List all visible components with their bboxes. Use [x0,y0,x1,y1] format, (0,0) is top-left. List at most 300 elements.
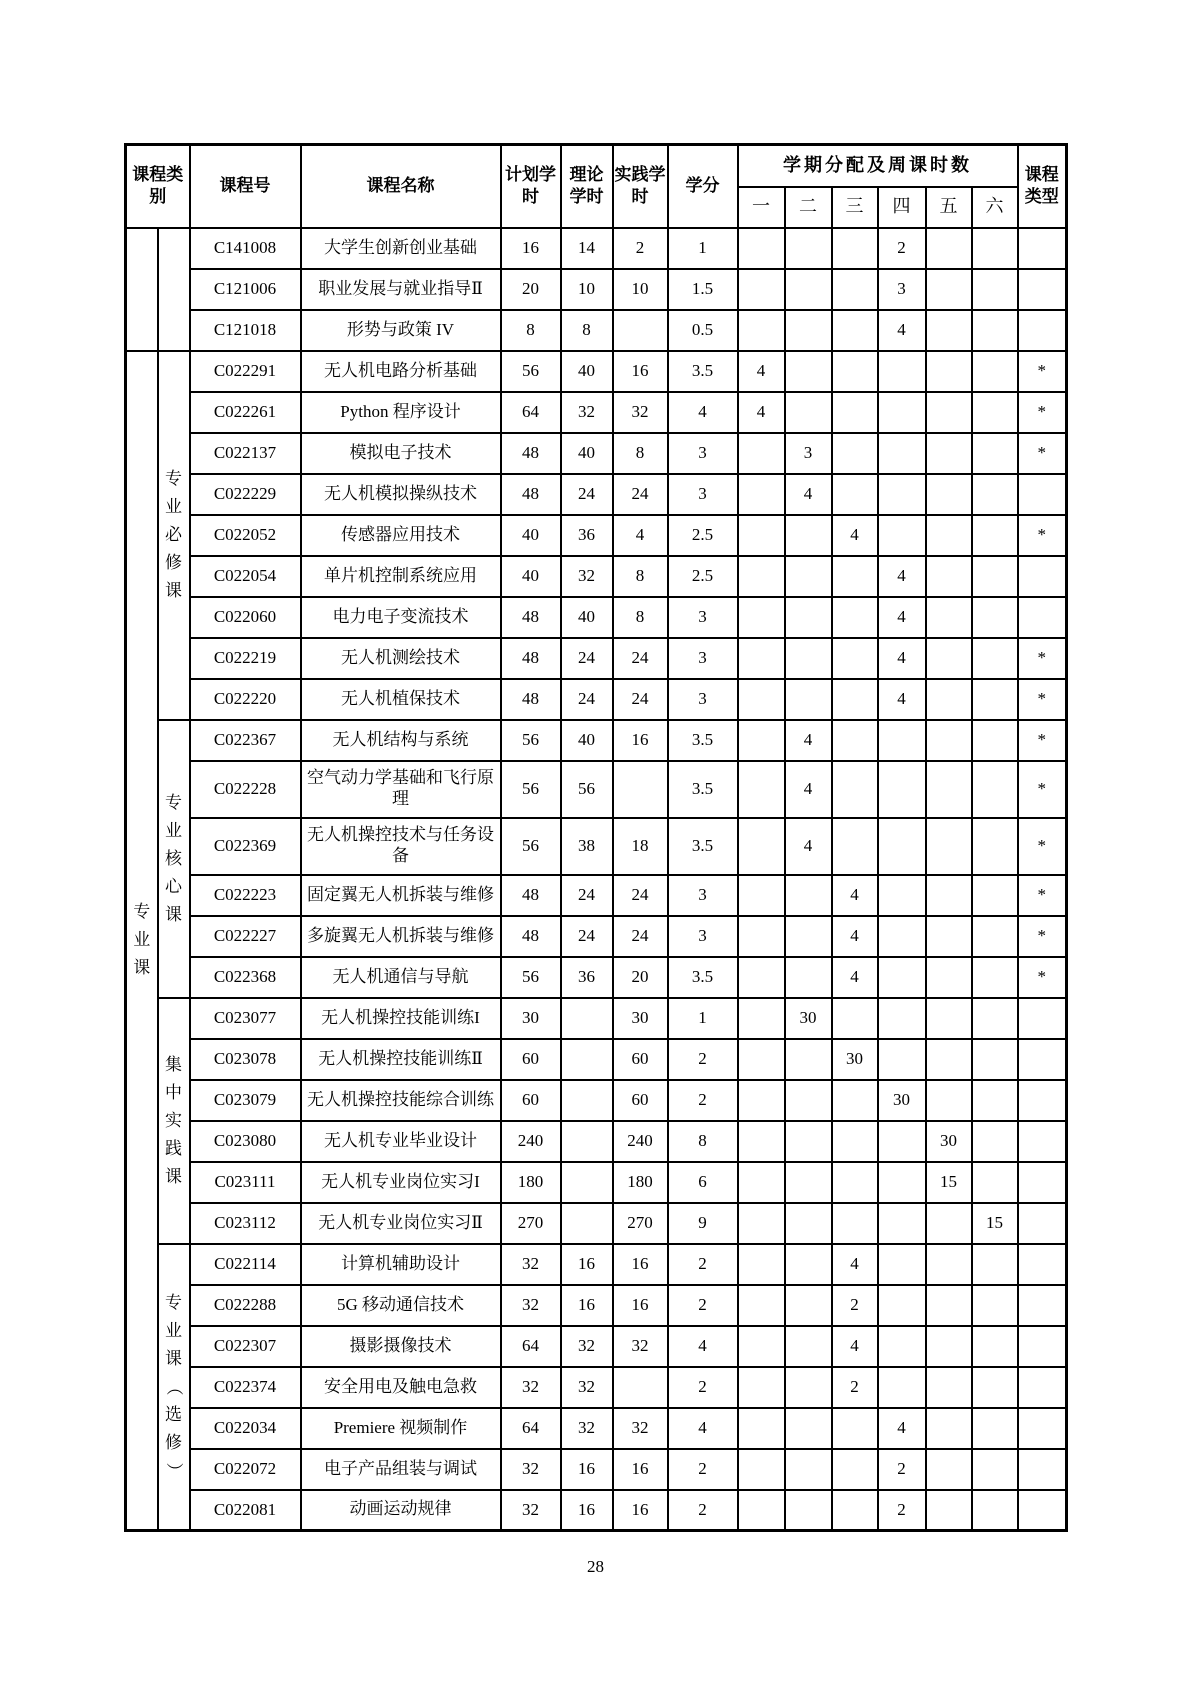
category-label: 集 中 实 践 课 [165,1054,182,1186]
cell-semester-3 [832,1121,878,1162]
cell-practice-hours: 16 [613,351,668,392]
table-row [126,1285,1067,1326]
cell-theory-hours: 16 [561,1490,613,1531]
table-row [126,761,1067,818]
cell-semester-2: 4 [785,761,832,818]
cell-semester-3 [832,818,878,875]
cell-practice-hours: 32 [613,1326,668,1367]
course-table [124,143,1068,1532]
table-body [126,228,1067,1531]
cell-theory-hours: 40 [561,351,613,392]
cell-plan-hours: 48 [501,679,561,720]
cell-semester-1 [738,1367,785,1408]
header-semester-group: 学期分配及周课时数 [738,145,1018,187]
cell-course-name: 固定翼无人机拆装与维修 [301,875,501,916]
table-row [126,1449,1067,1490]
cell-semester-1 [738,818,785,875]
cell-course-name: 5G 移动通信技术 [301,1285,501,1326]
cell-course-type [1018,1449,1067,1490]
cell-semester-3 [832,228,878,269]
cell-semester-6 [972,957,1018,998]
cell-plan-hours: 56 [501,818,561,875]
cell-semester-4: 2 [878,1449,926,1490]
cell-course-code: C022367 [190,720,301,761]
cell-course-type [1018,1080,1067,1121]
cell-semester-1 [738,556,785,597]
cell-course-name: 无人机操控技能训练Ⅱ [301,1039,501,1080]
cell-course-type: * [1018,916,1067,957]
cell-plan-hours: 56 [501,957,561,998]
cell-practice-hours: 16 [613,1490,668,1531]
cell-practice-hours: 270 [613,1203,668,1244]
cell-course-name: 无人机操控技能训练I [301,998,501,1039]
cell-semester-4 [878,515,926,556]
cell-semester-1 [738,1244,785,1285]
cell-course-name: 动画运动规律 [301,1490,501,1531]
cell-practice-hours: 8 [613,597,668,638]
cell-practice-hours: 240 [613,1121,668,1162]
cell-semester-2 [785,1449,832,1490]
cell-credits: 2.5 [668,556,738,597]
table-row [126,818,1067,875]
cell-credits: 8 [668,1121,738,1162]
cell-plan-hours: 16 [501,228,561,269]
cell-semester-5 [926,1449,972,1490]
table-row [126,1039,1067,1080]
cell-credits: 9 [668,1203,738,1244]
cell-course-type: * [1018,957,1067,998]
cell-course-type: * [1018,638,1067,679]
cell-semester-5 [926,351,972,392]
cell-semester-4: 4 [878,638,926,679]
cell-semester-3 [832,1449,878,1490]
header-theory-hours: 理论学时 [561,145,613,228]
cell-semester-5 [926,638,972,679]
cell-semester-2 [785,1326,832,1367]
cell-semester-6 [972,679,1018,720]
cell-plan-hours: 56 [501,761,561,818]
table-row [126,679,1067,720]
cell-course-code: C022261 [190,392,301,433]
cell-course-code: C022114 [190,1244,301,1285]
cell-theory-hours: 36 [561,957,613,998]
cell-theory-hours [561,1039,613,1080]
cell-course-name: 电子产品组装与调试 [301,1449,501,1490]
cell-practice-hours: 32 [613,1408,668,1449]
table-row [126,1408,1067,1449]
header-plan-hours: 计划学时 [501,145,561,228]
cell-semester-2 [785,597,832,638]
cell-course-code: C121018 [190,310,301,351]
cell-practice-hours: 24 [613,916,668,957]
cell-semester-5 [926,957,972,998]
cell-practice-hours: 16 [613,1449,668,1490]
cell-semester-5 [926,1203,972,1244]
cell-semester-4: 3 [878,269,926,310]
cell-course-type [1018,1039,1067,1080]
cell-course-name: 安全用电及触电急救 [301,1367,501,1408]
cell-credits: 2 [668,1285,738,1326]
cell-course-code: C022369 [190,818,301,875]
cell-practice-hours: 2 [613,228,668,269]
cell-semester-1 [738,1162,785,1203]
cell-semester-6 [972,310,1018,351]
cell-semester-2 [785,515,832,556]
cell-semester-6 [972,474,1018,515]
cell-semester-6 [972,761,1018,818]
cell-semester-5 [926,1490,972,1531]
cell-plan-hours: 64 [501,1326,561,1367]
cell-theory-hours [561,1162,613,1203]
category-label: 专 业 必 修 课 [165,469,182,600]
cell-course-name: 多旋翼无人机拆装与维修 [301,916,501,957]
cell-semester-5 [926,269,972,310]
cell-semester-2 [785,875,832,916]
cell-plan-hours: 32 [501,1285,561,1326]
cell-semester-4 [878,875,926,916]
cell-course-code: C022054 [190,556,301,597]
cell-course-type [1018,998,1067,1039]
cell-semester-5: 30 [926,1121,972,1162]
cell-course-type [1018,1121,1067,1162]
cell-course-code: C023077 [190,998,301,1039]
cell-semester-4 [878,761,926,818]
cell-semester-1 [738,1490,785,1531]
cell-practice-hours: 24 [613,474,668,515]
cell-course-type [1018,1408,1067,1449]
cell-credits: 3 [668,433,738,474]
table-row [126,474,1067,515]
cell-semester-3 [832,351,878,392]
cell-semester-1 [738,1408,785,1449]
cell-semester-3 [832,597,878,638]
cell-plan-hours: 270 [501,1203,561,1244]
cell-credits: 3.5 [668,351,738,392]
cell-semester-2: 4 [785,720,832,761]
cell-theory-hours: 38 [561,818,613,875]
cell-practice-hours: 24 [613,679,668,720]
cell-credits: 2.5 [668,515,738,556]
cell-semester-4 [878,1039,926,1080]
cell-semester-5: 15 [926,1162,972,1203]
cell-course-type: * [1018,433,1067,474]
cell-course-name: 摄影摄像技术 [301,1326,501,1367]
cell-course-code: C022228 [190,761,301,818]
cell-semester-1 [738,1285,785,1326]
cell-semester-6 [972,998,1018,1039]
cell-theory-hours: 16 [561,1244,613,1285]
cell-semester-2 [785,638,832,679]
cell-semester-4 [878,1326,926,1367]
table-row [126,1367,1067,1408]
cell-semester-3 [832,1490,878,1531]
cell-credits: 1 [668,998,738,1039]
cell-course-type [1018,1326,1067,1367]
cell-practice-hours: 10 [613,269,668,310]
cell-semester-3: 2 [832,1367,878,1408]
cell-credits: 6 [668,1162,738,1203]
cell-plan-hours: 180 [501,1162,561,1203]
cell-practice-hours: 32 [613,392,668,433]
cell-theory-hours [561,1080,613,1121]
cell-credits: 1 [668,228,738,269]
cell-semester-5 [926,998,972,1039]
cell-semester-3: 2 [832,1285,878,1326]
cell-semester-3 [832,638,878,679]
cell-semester-6 [972,1326,1018,1367]
cell-theory-hours: 40 [561,433,613,474]
cell-semester-1 [738,515,785,556]
cell-theory-hours: 10 [561,269,613,310]
cell-credits: 4 [668,1408,738,1449]
cell-course-code: C023112 [190,1203,301,1244]
cell-semester-6 [972,597,1018,638]
category-label: 专 业 课 （ 选 修 ） [164,1292,184,1480]
cell-theory-hours: 16 [561,1449,613,1490]
cell-semester-3 [832,310,878,351]
cell-credits: 0.5 [668,310,738,351]
cell-theory-hours: 40 [561,720,613,761]
cell-theory-hours: 24 [561,474,613,515]
cell-credits: 3 [668,638,738,679]
cell-theory-hours: 24 [561,916,613,957]
cell-semester-1 [738,310,785,351]
cell-credits: 3.5 [668,720,738,761]
category-cell-sub [158,228,190,351]
cell-semester-1 [738,1326,785,1367]
cell-course-code: C022307 [190,1326,301,1367]
cell-semester-4 [878,957,926,998]
cell-semester-6 [972,720,1018,761]
cell-semester-1 [738,1080,785,1121]
cell-semester-4: 4 [878,679,926,720]
cell-practice-hours: 24 [613,875,668,916]
cell-semester-3 [832,269,878,310]
page-number: 28 [587,1557,604,1576]
cell-practice-hours: 16 [613,720,668,761]
cell-practice-hours: 180 [613,1162,668,1203]
table-row [126,957,1067,998]
table-row [126,556,1067,597]
table-row [126,392,1067,433]
cell-semester-6 [972,556,1018,597]
cell-course-code: C022220 [190,679,301,720]
cell-theory-hours: 16 [561,1285,613,1326]
cell-semester-1 [738,957,785,998]
cell-semester-6 [972,1490,1018,1531]
cell-semester-6 [972,1244,1018,1285]
cell-semester-4 [878,1121,926,1162]
cell-semester-2 [785,228,832,269]
cell-semester-5 [926,761,972,818]
cell-theory-hours: 32 [561,1326,613,1367]
cell-plan-hours: 32 [501,1449,561,1490]
cell-semester-1 [738,433,785,474]
header-category: 课程类别 [126,145,190,228]
cell-course-code: C022034 [190,1408,301,1449]
cell-course-code: C022288 [190,1285,301,1326]
cell-course-type [1018,310,1067,351]
cell-semester-2 [785,1367,832,1408]
cell-semester-2 [785,957,832,998]
cell-semester-6 [972,433,1018,474]
category-cell-sub [158,998,190,1244]
cell-plan-hours: 32 [501,1244,561,1285]
cell-semester-6 [972,1039,1018,1080]
cell-plan-hours: 48 [501,474,561,515]
cell-course-code: C022052 [190,515,301,556]
cell-semester-4 [878,1162,926,1203]
cell-course-name: 模拟电子技术 [301,433,501,474]
cell-semester-6 [972,818,1018,875]
table-row [126,720,1067,761]
cell-practice-hours: 24 [613,638,668,679]
cell-theory-hours [561,1121,613,1162]
table-row [126,351,1067,392]
table-row [126,310,1067,351]
cell-course-type: * [1018,818,1067,875]
table-row [126,228,1067,269]
cell-semester-1 [738,228,785,269]
cell-semester-5 [926,1408,972,1449]
cell-semester-6 [972,916,1018,957]
category-cell-main [126,351,158,1531]
category-cell-sub [158,1244,190,1531]
cell-course-code: C022223 [190,875,301,916]
cell-course-type [1018,556,1067,597]
cell-semester-3: 4 [832,957,878,998]
cell-semester-3: 30 [832,1039,878,1080]
cell-credits: 2 [668,1080,738,1121]
cell-semester-2: 4 [785,818,832,875]
header-credits: 学分 [668,145,738,228]
cell-course-code: C022219 [190,638,301,679]
header-semester-5: 五 [926,187,972,228]
cell-semester-4 [878,998,926,1039]
cell-semester-3: 4 [832,515,878,556]
cell-practice-hours [613,310,668,351]
cell-semester-1 [738,1039,785,1080]
cell-course-code: C141008 [190,228,301,269]
cell-semester-4: 4 [878,556,926,597]
cell-theory-hours: 36 [561,515,613,556]
cell-semester-1: 4 [738,351,785,392]
cell-credits: 4 [668,392,738,433]
cell-course-type: * [1018,515,1067,556]
cell-credits: 3.5 [668,818,738,875]
cell-semester-6 [972,228,1018,269]
cell-course-code: C022137 [190,433,301,474]
cell-course-name: 无人机模拟操纵技术 [301,474,501,515]
cell-theory-hours: 32 [561,1408,613,1449]
cell-plan-hours: 40 [501,515,561,556]
cell-course-code: C022227 [190,916,301,957]
cell-credits: 2 [668,1039,738,1080]
cell-practice-hours [613,761,668,818]
cell-course-code: C022081 [190,1490,301,1531]
cell-semester-2 [785,1408,832,1449]
cell-course-code: C023079 [190,1080,301,1121]
table-row [126,515,1067,556]
cell-course-name: 无人机专业岗位实习I [301,1162,501,1203]
cell-course-name: 传感器应用技术 [301,515,501,556]
header-semester-4: 四 [878,187,926,228]
cell-semester-5 [926,556,972,597]
table-row [126,916,1067,957]
cell-semester-1 [738,720,785,761]
table-row [126,875,1067,916]
cell-course-name: 无人机测绘技术 [301,638,501,679]
cell-plan-hours: 40 [501,556,561,597]
cell-semester-6 [972,1121,1018,1162]
cell-semester-4 [878,720,926,761]
cell-course-code: C022291 [190,351,301,392]
cell-semester-3: 4 [832,1244,878,1285]
cell-theory-hours: 40 [561,597,613,638]
cell-theory-hours: 14 [561,228,613,269]
cell-semester-6 [972,1408,1018,1449]
cell-semester-4: 4 [878,310,926,351]
cell-semester-2 [785,1203,832,1244]
cell-semester-4 [878,818,926,875]
cell-course-type [1018,597,1067,638]
cell-credits: 2 [668,1244,738,1285]
cell-practice-hours [613,1367,668,1408]
cell-theory-hours: 24 [561,679,613,720]
cell-practice-hours: 30 [613,998,668,1039]
cell-course-type [1018,474,1067,515]
table-row [126,1080,1067,1121]
cell-semester-6 [972,1367,1018,1408]
table-row [126,1162,1067,1203]
cell-course-type: * [1018,720,1067,761]
cell-semester-2 [785,351,832,392]
cell-semester-1 [738,474,785,515]
cell-practice-hours: 4 [613,515,668,556]
cell-semester-3 [832,433,878,474]
cell-credits: 1.5 [668,269,738,310]
cell-credits: 3.5 [668,957,738,998]
cell-course-type [1018,269,1067,310]
cell-plan-hours: 48 [501,916,561,957]
cell-plan-hours: 56 [501,351,561,392]
cell-plan-hours: 240 [501,1121,561,1162]
cell-semester-5 [926,1367,972,1408]
cell-credits: 2 [668,1449,738,1490]
cell-course-name: 无人机操控技能综合训练 [301,1080,501,1121]
table-row [126,269,1067,310]
cell-course-code: C022374 [190,1367,301,1408]
cell-credits: 3 [668,474,738,515]
cell-semester-3 [832,474,878,515]
header-semester-1: 一 [738,187,785,228]
cell-plan-hours: 64 [501,1408,561,1449]
cell-course-code: C023111 [190,1162,301,1203]
cell-plan-hours: 60 [501,1039,561,1080]
cell-semester-1 [738,875,785,916]
cell-plan-hours: 56 [501,720,561,761]
cell-course-name: 无人机专业毕业设计 [301,1121,501,1162]
cell-semester-1 [738,269,785,310]
cell-semester-1 [738,761,785,818]
cell-plan-hours: 48 [501,597,561,638]
cell-course-name: 无人机电路分析基础 [301,351,501,392]
cell-course-name: 计算机辅助设计 [301,1244,501,1285]
header-semester-2: 二 [785,187,832,228]
cell-semester-3 [832,998,878,1039]
cell-plan-hours: 30 [501,998,561,1039]
cell-course-type [1018,1203,1067,1244]
